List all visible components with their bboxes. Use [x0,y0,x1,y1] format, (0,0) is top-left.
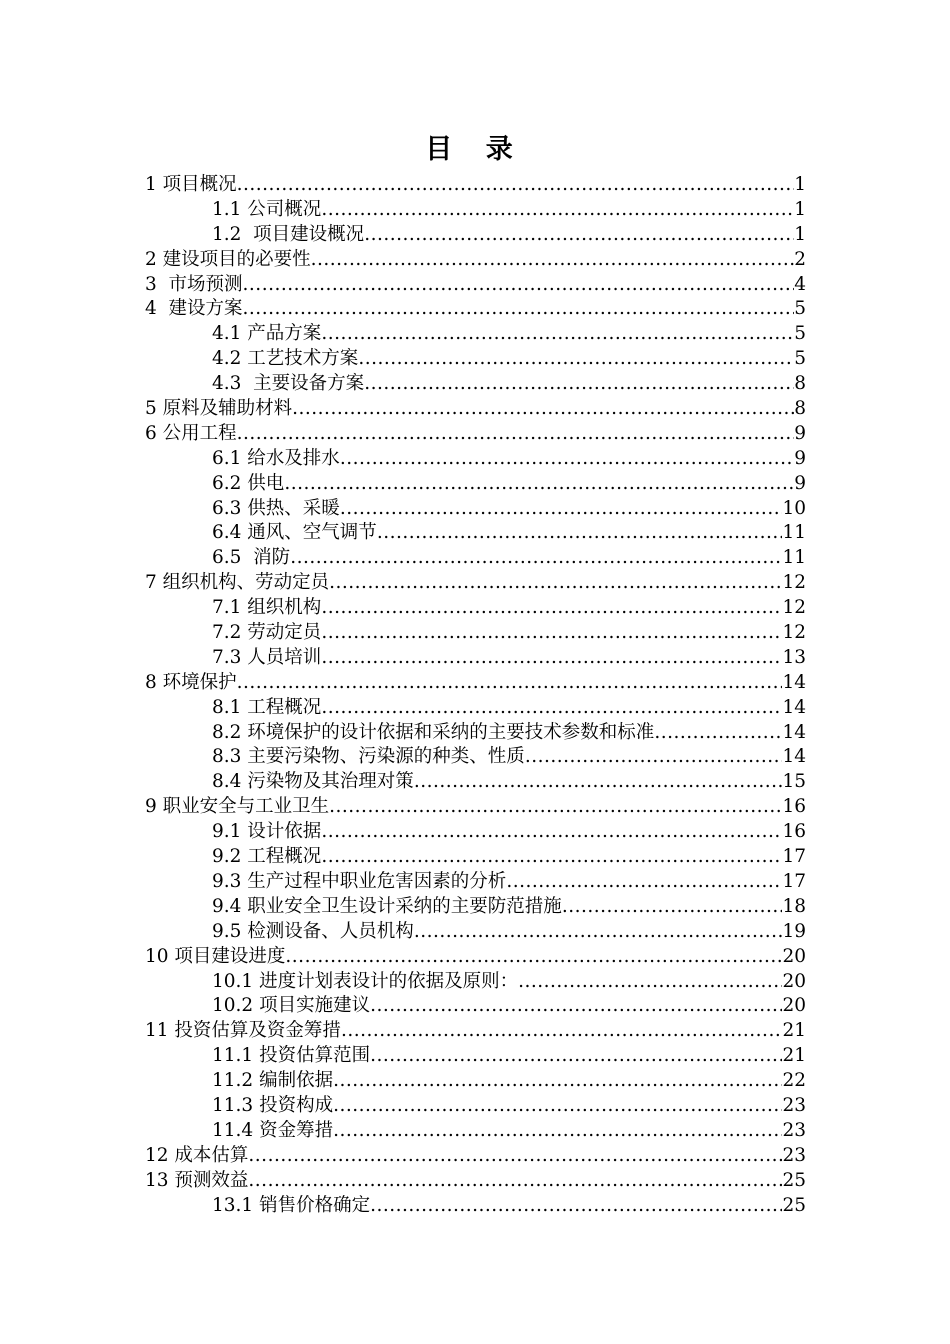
toc-subsection-entry[interactable] [145,1069,806,1094]
dot-leader [333,1094,782,1119]
toc-section-entry[interactable] [145,1144,806,1169]
toc-entry-label: 5 原料及辅助材料 [145,398,293,420]
toc-subsection-entry[interactable] [145,322,806,347]
toc-page-number: 14 [782,746,806,768]
dot-leader [377,521,783,546]
toc-entry-label: 4 建设方案 [145,298,243,320]
toc-section-entry[interactable] [145,397,806,422]
toc-page-number: 5 [794,348,806,370]
toc-page-number: 1 [794,198,806,220]
toc-entry-label: 10.2 项目实施建议 [212,995,371,1017]
toc-section-entry[interactable] [145,795,806,820]
dot-leader [292,397,794,422]
toc-page-number: 8 [794,398,806,420]
dot-leader [243,273,795,298]
toc-page-number: 9 [794,472,806,494]
toc-page-number: 17 [782,870,806,892]
dot-leader [321,596,782,621]
dot-leader [237,671,783,696]
toc-entry-label: 8 环境保护 [145,671,237,693]
toc-entry-label: 6 公用工程 [145,422,237,444]
toc-page-number: 16 [782,821,806,843]
toc-subsection-entry[interactable] [145,198,806,223]
toc-page-number: 12 [782,622,806,644]
toc-page-number: 12 [782,572,806,594]
toc-entry-label: 12 成本估算 [145,1144,249,1166]
toc-entry-label: 9.2 工程概况 [212,846,322,868]
toc-section-entry[interactable] [145,945,806,970]
toc-section-entry[interactable] [145,1169,806,1194]
dot-leader [237,422,795,447]
toc-page-number: 19 [782,920,806,942]
toc-entry-label: 4.3 主要设备方案 [212,373,365,395]
toc-entry-label: 8.2 环境保护的设计依据和采纳的主要技术参数和标准 [212,721,655,743]
toc-entry-label: 7.3 人员培训 [212,646,322,668]
dot-leader [340,447,794,472]
toc-subsection-entry[interactable] [145,1119,806,1144]
dot-leader [321,322,794,347]
toc-subsection-entry[interactable] [145,1044,806,1069]
toc-subsection-entry[interactable] [145,895,806,920]
dot-leader [243,297,795,322]
toc-entry-label: 7.2 劳动定员 [212,622,322,644]
toc-section-entry[interactable] [145,248,806,273]
toc-subsection-entry[interactable] [145,770,806,795]
toc-page-number: 25 [782,1169,806,1191]
toc-subsection-entry[interactable] [145,1094,806,1119]
dot-leader [284,472,794,497]
toc-entry-label: 1 项目概况 [145,174,237,195]
toc-entry-label: 4.1 产品方案 [212,323,322,345]
toc-section-entry[interactable] [145,571,806,596]
dot-leader [414,770,783,795]
dot-leader [654,721,782,746]
toc-entry-label: 9 职业安全与工业卫生 [145,796,330,818]
dot-leader [290,546,782,571]
toc-page-number: 9 [794,447,806,469]
toc-entry-label: 7.1 组织机构 [212,597,322,619]
toc-entry-label: 11.4 资金筹措 [212,1119,334,1141]
dot-leader [321,646,782,671]
dot-leader [364,223,794,248]
toc-subsection-entry[interactable] [145,223,806,248]
toc-entry-label: 1.1 公司概况 [212,198,322,220]
toc-page-number: 14 [782,721,806,743]
toc-subsection-entry[interactable] [145,994,806,1019]
dot-leader [525,745,783,770]
toc-section-entry[interactable] [145,173,806,198]
toc-page-number: 1 [794,223,806,245]
toc-subsection-entry[interactable] [145,870,806,895]
toc-entry-label: 9.4 职业安全卫生设计采纳的主要防范措施 [212,895,562,917]
dot-leader [333,1119,782,1144]
toc-subsection-entry[interactable] [145,646,806,671]
dot-leader [358,347,794,372]
toc-entry-label: 11 投资估算及资金筹措 [145,1020,341,1042]
toc-page-number: 5 [794,323,806,345]
toc-entry-label: 6.5 消防 [212,547,291,569]
dot-leader [562,895,783,920]
toc-section-entry[interactable] [145,671,806,696]
dot-leader [370,1044,782,1069]
page-title: 目 录 [425,134,525,165]
toc-page-number: 20 [782,970,806,992]
toc-entry-label: 8.1 工程概况 [212,696,322,718]
toc-page-number: 5 [794,298,806,320]
dot-leader [370,994,782,1019]
toc-subsection-entry[interactable] [145,472,806,497]
toc-entry-label: 6.3 供热、采暖 [212,497,340,519]
table-of-contents [145,173,806,1218]
toc-page-number: 14 [782,696,806,718]
toc-page-number: 22 [782,1070,806,1092]
toc-entry-label: 8.3 主要污染物、污染源的种类、性质 [212,746,525,768]
dot-leader [248,1169,782,1194]
toc-page-number: 20 [782,945,806,967]
toc-page-number: 11 [782,522,806,544]
toc-section-entry[interactable] [145,297,806,322]
toc-page-number: 4 [794,273,806,295]
toc-entry-label: 10.1 进度计划表设计的依据及原则： [212,970,519,992]
dot-leader [321,820,782,845]
toc-entry-label: 11.1 投资估算范围 [212,1045,371,1067]
toc-entry-label: 9.3 生产过程中职业危害因素的分析 [212,870,507,892]
dot-leader [518,970,782,995]
toc-page-number: 16 [782,796,806,818]
toc-entry-label: 6.2 供电 [212,472,285,494]
toc-section-entry[interactable] [145,422,806,447]
toc-subsection-entry[interactable] [145,596,806,621]
dot-leader [311,248,795,273]
toc-entry-label: 9.1 设计依据 [212,821,322,843]
dot-leader [329,571,782,596]
toc-page-number: 9 [794,422,806,444]
dot-leader [285,945,782,970]
toc-page-number: 11 [782,547,806,569]
dot-leader [340,497,783,522]
dot-leader [329,795,782,820]
toc-subsection-entry[interactable] [145,745,806,770]
toc-page-number: 2 [794,248,806,270]
dot-leader [321,696,782,721]
toc-entry-label: 9.5 检测设备、人员机构 [212,920,414,942]
toc-subsection-entry[interactable] [145,347,806,372]
toc-entry-label: 6.1 给水及排水 [212,447,340,469]
dot-leader [248,1144,782,1169]
toc-subsection-entry[interactable] [145,845,806,870]
dot-leader [333,1069,782,1094]
toc-subsection-entry[interactable] [145,1194,806,1219]
toc-page-number: 25 [782,1194,806,1216]
toc-entry-label: 13 预测效益 [145,1169,249,1191]
toc-section-entry[interactable] [145,1019,806,1044]
toc-subsection-entry[interactable] [145,497,806,522]
toc-page-number: 13 [782,646,806,668]
toc-page-number: 23 [782,1094,806,1116]
toc-subsection-entry[interactable] [145,920,806,945]
toc-entry-label: 7 组织机构、劳动定员 [145,572,330,594]
toc-entry-label: 6.4 通风、空气调节 [212,522,377,544]
toc-entry-label: 3 市场预测 [145,273,243,295]
toc-subsection-entry[interactable] [145,970,806,995]
dot-leader [237,173,795,198]
dot-leader [341,1019,783,1044]
toc-subsection-entry[interactable] [145,696,806,721]
toc-entry-label: 11.2 编制依据 [212,1070,334,1092]
dot-leader [414,920,783,945]
toc-subsection-entry[interactable] [145,372,806,397]
toc-page-number: 8 [794,373,806,395]
toc-page-number: 1 [794,174,806,195]
toc-page-number: 15 [782,771,806,793]
toc-entry-label: 10 项目建设进度 [145,945,286,967]
toc-entry-label: 11.3 投资构成 [212,1094,334,1116]
toc-entry-label: 4.2 工艺技术方案 [212,348,359,370]
toc-page-number: 12 [782,597,806,619]
toc-subsection-entry[interactable] [145,721,806,746]
toc-page-number: 18 [782,895,806,917]
dot-leader [321,621,782,646]
dot-leader [321,198,794,223]
toc-page-number: 23 [782,1144,806,1166]
toc-page-number: 10 [782,497,806,519]
dot-leader [321,845,782,870]
toc-subsection-entry[interactable] [145,820,806,845]
toc-entry-label: 8.4 污染物及其治理对策 [212,771,414,793]
toc-page-number: 20 [782,995,806,1017]
toc-page-number: 21 [782,1020,806,1042]
dot-leader [506,870,782,895]
dot-leader [370,1194,782,1219]
toc-subsection-entry[interactable] [145,621,806,646]
toc-page-number: 14 [782,671,806,693]
toc-entry-label: 1.2 项目建设概况 [212,223,365,245]
toc-section-entry[interactable] [145,273,806,298]
toc-entry-label: 2 建设项目的必要性 [145,248,311,270]
toc-page-number: 21 [782,1045,806,1067]
toc-page-number: 17 [782,846,806,868]
toc-entry-label: 13.1 销售价格确定 [212,1194,371,1216]
toc-subsection-entry[interactable] [145,546,806,571]
toc-subsection-entry[interactable] [145,447,806,472]
toc-page-number: 23 [782,1119,806,1141]
dot-leader [364,372,794,397]
toc-subsection-entry[interactable] [145,521,806,546]
